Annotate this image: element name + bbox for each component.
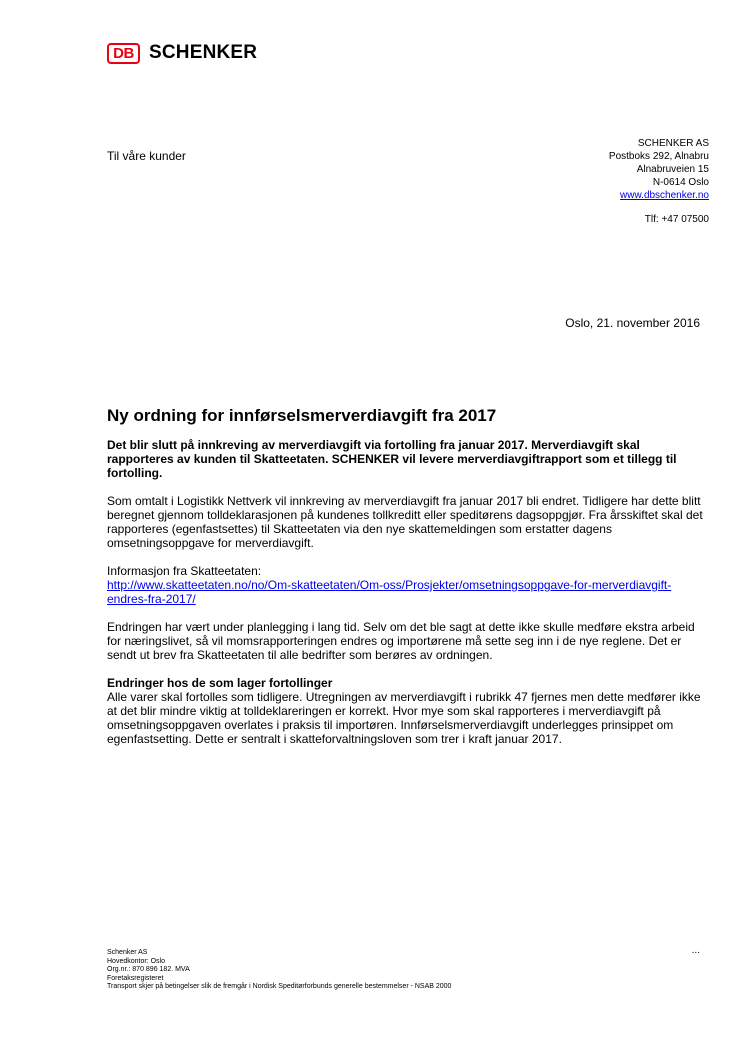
footer-register: Foretaksregisteret — [107, 974, 164, 982]
footer-company: Schenker AS — [107, 949, 148, 956]
info-label: Informasjon fra Skatteetaten: — [107, 564, 262, 578]
sender-address — [609, 137, 709, 226]
letter-title: Ny ordning for innførselsmerverdiavgift fra 2017 — [107, 406, 497, 425]
paragraph-intro: Som omtalt i Logistikk Nettverk vil innkreving av merverdiavgift fra januar 2017 bli endret. Tidligere har dette blitt beregnet gjennom tolldeklarasjonen på kundenes tollkreditt eller speditørens dagsoppgjør. Fra årsskiftet skal det rapporteres (egenfastsettes) til Skatteetaten via den nye skattemeldingen som erstatter dagens omsetningsoppgave for merverdiavgift. — [107, 494, 703, 550]
lead-paragraph: Det blir slutt på innkreving av merverdiavgift via fortolling fra januar 2017. Merverdiavgift skal rapporteres av kunden til Skatteetaten. SCHENKER vil levere merverdiavgiftrapport som et tillegg til fortolling. — [107, 438, 677, 480]
info-block — [107, 564, 707, 606]
paragraph-planning: Endringen har vært under planlegging i lang tid. Selv om det ble sagt at dette ikke skulle medføre ekstra arbeid for næringslivet, så vil momsrapporteringen endres og importørene må sette seg inn i de nye reglene. Det er sendt ut brev fra Skatteetaten til alle bedrifter som berøres av ordningen. — [107, 620, 695, 662]
skatteetaten-link[interactable]: http://www.skatteetaten.no/no/Om-skatteetaten/Om-oss/Prosjekter/omsetningsoppgave-for-merverdiavgift-endres-fra-2017/ — [107, 578, 672, 606]
paragraph-changes: Alle varer skal fortolles som tidligere. Utregningen av merverdiavgift i rubrikk 47 fjernes men dette medfører ikke at det blir mindre viktig at tolldeklareringen er korrekt. Hvor mye som skal rapporteres i merverdiavgift på omsetningsoppgaven overlates i praksis til importøren. Innførselsmerverdiavgift underlegges prinsippet om egenfastsetting. Dette er sentralt i skatteforvaltningsloven som trer i kraft januar 2017. — [107, 690, 701, 746]
letter-date: Oslo, 21. november 2016 — [565, 316, 700, 330]
recipient: Til våre kunder — [107, 149, 186, 163]
page-continuation: ... — [691, 945, 700, 956]
footer-terms: Transport skjer på betingelser slik de fremgår i Nordisk Speditørforbunds generelle bestemmelser - NSAB 2000 — [107, 983, 452, 990]
db-schenker-logo — [107, 42, 257, 64]
footer-orgnr: Org.nr.: 870 896 182. MVA — [107, 966, 190, 973]
sender-company: SCHENKER AS — [637, 138, 709, 149]
sender-postbox: Postboks 292, Alnabru — [608, 151, 709, 162]
sender-phone: Tlf: +47 07500 — [644, 214, 709, 225]
footer-office: Hovedkontor: Oslo — [107, 957, 165, 965]
db-logo-mark: DB — [107, 43, 140, 64]
logo-wordmark: SCHENKER — [149, 42, 258, 63]
letter-body — [107, 406, 707, 760]
footer — [107, 949, 451, 992]
section-heading: Endringer hos de som lager fortollinger — [107, 676, 333, 690]
sender-postcode: N-0614 Oslo — [652, 177, 709, 188]
website-link[interactable]: www.dbschenker.no — [620, 190, 709, 201]
sender-street: Alnabruveien 15 — [636, 164, 709, 175]
